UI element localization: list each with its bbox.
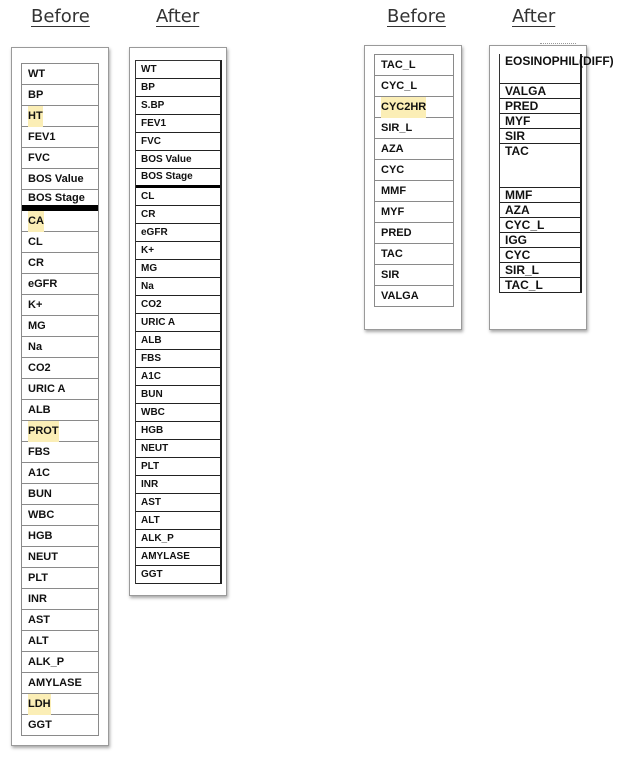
list-item-label: Na [28,341,43,353]
list-item [22,85,98,106]
list-item [22,631,98,652]
list-item-label: SIR [505,129,526,143]
header-right-before: Before [387,6,446,27]
list-item [136,314,220,332]
list-item [375,97,453,118]
list-item-label: MYF [505,114,531,128]
list-item-label: FEV1 [28,131,56,143]
list-item-label: CL [141,191,155,202]
list-item-label: URIC A [141,317,176,328]
list-item-label: PLT [28,572,48,584]
right-before-panel [364,45,462,330]
list-item-label: BP [141,82,155,93]
list-item-label: NEUT [141,443,169,454]
list-item [500,233,580,248]
list-item-label: CR [28,257,44,269]
list-item-label: AST [141,497,161,508]
list-item [22,232,98,253]
list-item [22,253,98,274]
list-item-label: AZA [505,203,530,217]
list-item-label: TAC_L [505,278,543,292]
list-item-label: BUN [28,488,52,500]
list-item [22,190,98,211]
list-item-label: HGB [141,425,164,436]
list-item [500,129,580,144]
list-item-label: EOSINOPHIL(DIFF) [505,54,614,68]
list-item [136,79,220,97]
list-item [136,151,220,169]
list-item-label: CYC [381,164,405,176]
list-item-label: PLT [141,461,160,472]
list-item [500,84,580,99]
list-item [500,54,614,84]
list-item [136,115,220,133]
list-item-label: LDH [28,694,51,715]
list-item [136,61,220,79]
list-item [136,169,220,188]
list-item [22,715,98,736]
list-item-label: URIC A [28,383,66,395]
list-item [136,566,220,584]
list-item [500,278,580,293]
list-item-label: GGT [28,719,52,731]
list-item [136,97,220,115]
list-item-label: BOS Stage [141,171,193,182]
list-item [500,188,580,203]
list-item-label: TAC [381,248,403,260]
list-item-label: VALGA [381,290,419,302]
list-item-label: SIR_L [505,263,540,277]
list-item [22,337,98,358]
list-item [136,350,220,368]
list-item [375,202,453,223]
list-item [500,203,580,218]
list-item [375,118,453,139]
list-item [375,181,453,202]
list-item-label: CYC [505,248,531,262]
list-item-label: CA [28,211,44,232]
list-item-label: ALB [28,404,51,416]
list-item-label: S.BP [141,100,165,111]
list-item [500,248,580,263]
list-item-label: CR [141,209,156,220]
list-item-label: FVC [28,152,50,164]
left-before-list [21,63,99,736]
list-item-label: HT [28,106,43,127]
list-item [22,400,98,421]
header-left-after: After [156,6,200,27]
list-item [22,316,98,337]
list-item [22,610,98,631]
right-before-list [374,54,454,307]
list-item [136,224,220,242]
list-item-label: MYF [381,206,405,218]
list-item-label: eGFR [28,278,58,290]
list-item-label: MG [141,263,158,274]
list-item-label: HGB [28,530,53,542]
list-item [136,548,220,566]
list-item [22,694,98,715]
list-item-label: AZA [381,143,404,155]
list-item [136,206,220,224]
list-item [22,127,98,148]
list-item-label: PROT [28,421,59,442]
list-item-label: FVC [141,136,161,147]
list-item-label: CYC_L [505,218,545,232]
list-item-label: CL [28,236,43,248]
list-item [136,494,220,512]
list-item [375,55,453,76]
list-item-label: WBC [141,407,165,418]
list-item [22,589,98,610]
list-item [22,421,98,442]
list-item [22,463,98,484]
list-item-label: FBS [28,446,50,458]
list-item [375,286,453,307]
list-item-label: BP [28,89,44,101]
list-item-label: ALT [28,635,49,647]
list-item [375,265,453,286]
list-item-label: BOS Value [141,154,192,165]
list-item-label: FBS [141,353,161,364]
list-item [375,160,453,181]
list-item [22,568,98,589]
list-item-label: A1C [28,467,51,479]
list-item [500,144,580,188]
list-item [22,673,98,694]
list-item [22,169,98,190]
list-item [22,484,98,505]
list-item-label: K+ [141,245,155,256]
right-after-panel [489,45,614,330]
list-item [22,358,98,379]
list-item-label: ALK_P [28,656,65,668]
list-item [22,148,98,169]
list-item [22,526,98,547]
cropped-edge [540,38,576,46]
list-item [500,99,580,114]
right-after-list [499,54,614,293]
list-item-label: ALB [141,335,162,346]
list-item [22,64,98,85]
list-item-label: MMF [381,185,407,197]
list-item [22,379,98,400]
list-item [375,139,453,160]
list-item-label: AMYLASE [28,677,82,689]
list-item-label: CYC_L [381,80,418,92]
list-item [500,263,580,278]
list-item-label: BUN [141,389,163,400]
list-item [136,422,220,440]
left-after-list [135,60,222,584]
list-item-label: FEV1 [141,118,167,129]
list-item-label: IGG [505,233,528,247]
list-item [22,505,98,526]
list-item [375,244,453,265]
list-item-label: MG [28,320,46,332]
list-item-label: ALK_P [141,533,174,544]
list-item [136,404,220,422]
list-item-label: K+ [28,299,43,311]
list-item-label: ALT [141,515,160,526]
left-after-panel [129,47,227,596]
list-item-label: A1C [141,371,162,382]
list-item-label: VALGA [505,84,547,98]
list-item [136,440,220,458]
list-item-label: Na [141,281,154,292]
list-item [22,106,98,127]
list-item [136,296,220,314]
list-item-label: MMF [505,188,533,202]
list-item-label: INR [141,479,159,490]
list-item-label: BOS Stage [28,192,85,204]
list-item [375,76,453,97]
list-item [136,332,220,350]
list-item [22,274,98,295]
list-item-label: BOS Value [28,173,84,185]
list-item-label: SIR [381,269,400,281]
list-item [136,278,220,296]
list-item-label: PRED [505,99,539,113]
list-item-label: AMYLASE [141,551,190,562]
list-item [375,223,453,244]
left-before-panel [11,47,109,746]
list-item [136,242,220,260]
list-item [136,260,220,278]
list-item [22,211,98,232]
list-item [136,530,220,548]
list-item [22,652,98,673]
list-item [136,133,220,151]
list-item [22,295,98,316]
list-item-label: CO2 [141,299,162,310]
list-item-label: eGFR [141,227,168,238]
list-item [22,442,98,463]
list-item-label: WBC [28,509,55,521]
list-item-label: PRED [381,227,412,239]
list-item [136,368,220,386]
list-item-label: TAC_L [381,59,416,71]
header-right-after: After [512,6,556,27]
list-item [500,218,580,233]
list-item-label: NEUT [28,551,58,563]
list-item-label: INR [28,593,47,605]
list-item-label: CYC2HR [381,97,426,118]
list-item-label: WT [28,68,46,80]
list-item-label: CO2 [28,362,51,374]
list-item [136,458,220,476]
list-item-label: GGT [141,569,163,580]
list-item [22,547,98,568]
header-left-before: Before [31,6,90,27]
list-item-label: TAC [505,144,529,158]
list-item-label: AST [28,614,50,626]
list-item [136,512,220,530]
list-item [136,386,220,404]
list-item-label: SIR_L [381,122,413,134]
list-item-label: WT [141,64,157,75]
list-item [136,188,220,206]
list-item [136,476,220,494]
list-item [500,114,580,129]
